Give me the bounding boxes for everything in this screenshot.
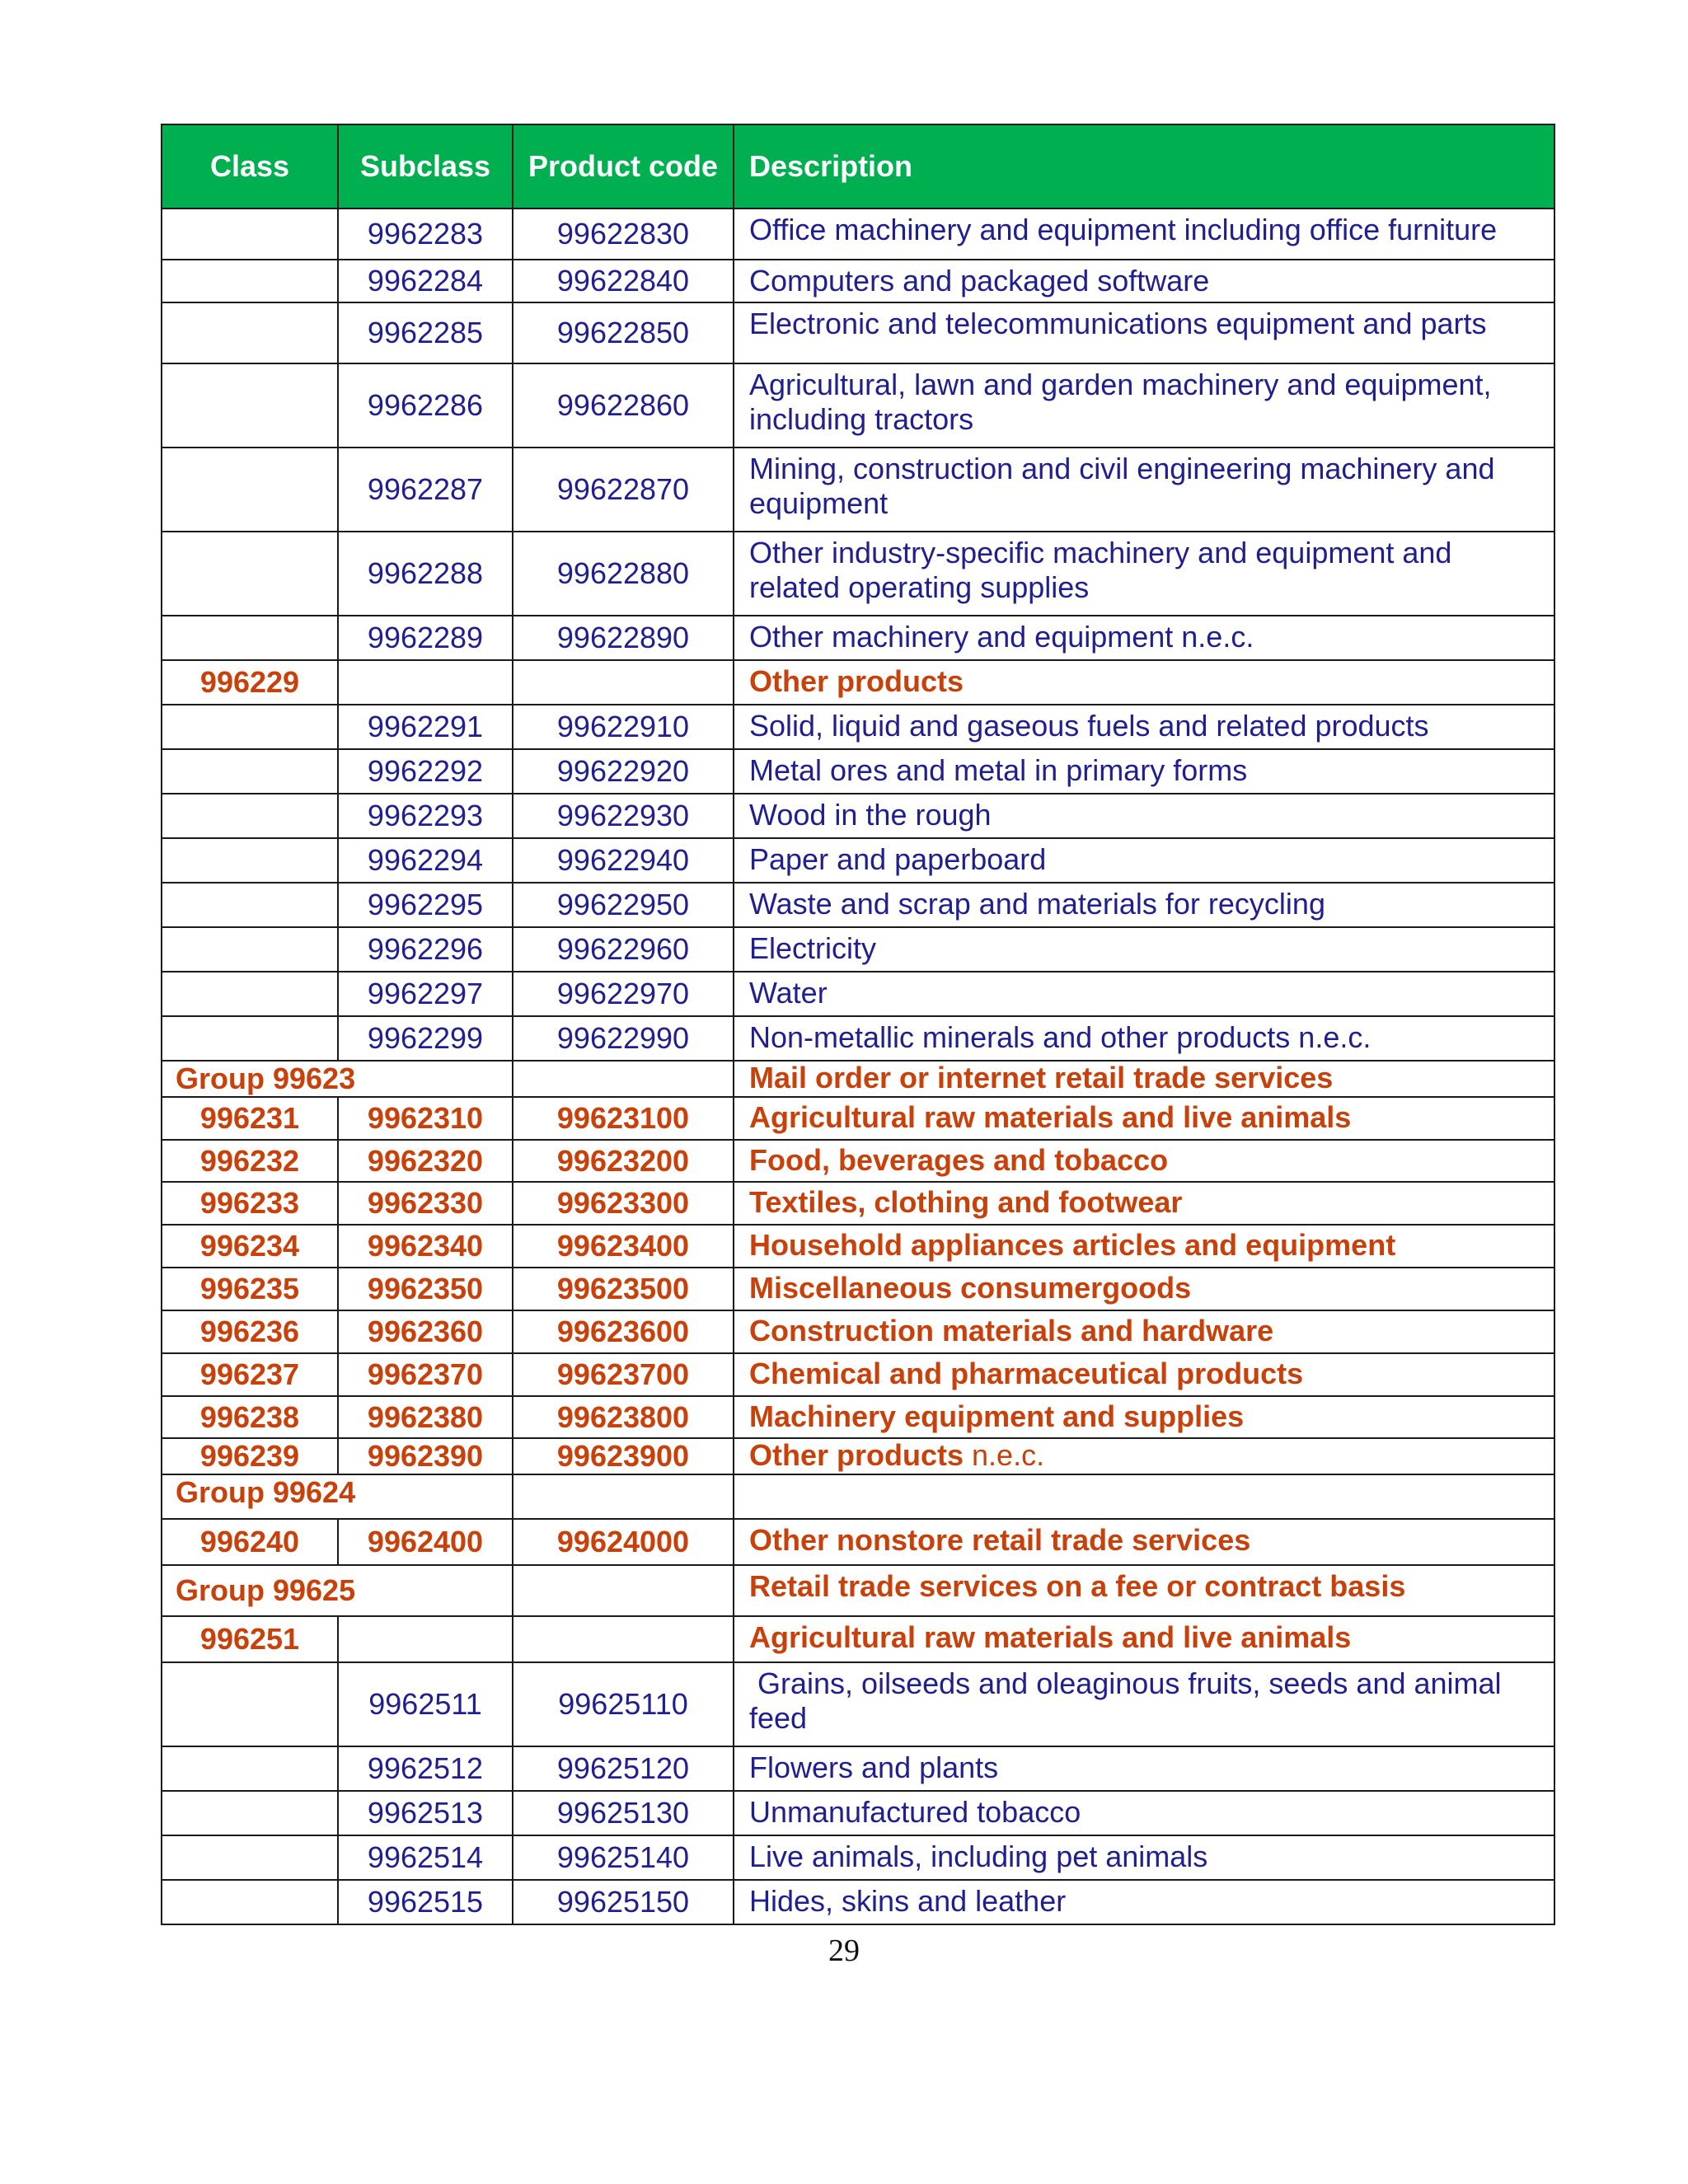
class-cell: 996237 bbox=[162, 1353, 338, 1396]
table-row bbox=[162, 363, 1554, 448]
description-cell: Non-metallic minerals and other products n.e.c. bbox=[734, 1016, 1554, 1061]
subclass-cell: 9962350 bbox=[338, 1268, 513, 1310]
class-cell bbox=[162, 260, 338, 302]
description-cell: Flowers and plants bbox=[734, 1746, 1554, 1791]
classification-table-container bbox=[161, 124, 1554, 1925]
group-row bbox=[162, 1565, 1554, 1616]
table-row bbox=[162, 972, 1554, 1016]
subclass-cell bbox=[338, 660, 513, 705]
class-cell bbox=[162, 749, 338, 794]
table-row bbox=[162, 1880, 1554, 1924]
subclass-cell: 9962283 bbox=[338, 209, 513, 260]
subclass-cell: 9962511 bbox=[338, 1662, 513, 1746]
class-cell: 996231 bbox=[162, 1097, 338, 1140]
table-row bbox=[162, 1662, 1554, 1746]
class-cell: 996229 bbox=[162, 660, 338, 705]
group-cell: Group 99625 bbox=[162, 1565, 513, 1616]
table-row bbox=[162, 1016, 1554, 1061]
product-code-cell: 99625110 bbox=[513, 1662, 734, 1746]
product-code-cell bbox=[513, 660, 734, 705]
product-code-cell: 99622830 bbox=[513, 209, 734, 260]
product-code-cell: 99623400 bbox=[513, 1225, 734, 1268]
table-row bbox=[162, 927, 1554, 972]
subclass-cell: 9962299 bbox=[338, 1016, 513, 1061]
subclass-cell: 9962513 bbox=[338, 1791, 513, 1835]
description-cell bbox=[734, 1474, 1554, 1519]
product-code-cell: 99623100 bbox=[513, 1097, 734, 1140]
table-row bbox=[162, 1310, 1554, 1353]
description-cell: Other products bbox=[734, 660, 1554, 705]
table-row bbox=[162, 749, 1554, 794]
description-cell: Textiles, clothing and footwear bbox=[734, 1182, 1554, 1225]
description-cell: Electricity bbox=[734, 927, 1554, 972]
classification-table bbox=[161, 124, 1555, 1925]
description-cell: Construction materials and hardware bbox=[734, 1310, 1554, 1353]
subclass-cell: 9962285 bbox=[338, 302, 513, 363]
subclass-cell: 9962284 bbox=[338, 260, 513, 302]
description-cell: Agricultural raw materials and live animals bbox=[734, 1616, 1554, 1662]
table-row bbox=[162, 532, 1554, 616]
description-cell: Solid, liquid and gaseous fuels and related products bbox=[734, 705, 1554, 749]
table-row bbox=[162, 1438, 1554, 1474]
product-code-cell: 99623700 bbox=[513, 1353, 734, 1396]
subclass-cell: 9962289 bbox=[338, 616, 513, 660]
description-cell: Other industry-specific machinery and equipment and related operating supplies bbox=[734, 532, 1554, 616]
table-row bbox=[162, 838, 1554, 883]
product-code-cell bbox=[513, 1616, 734, 1662]
description-text: Other products bbox=[749, 1438, 964, 1472]
table-row bbox=[162, 883, 1554, 927]
description-cell: Machinery equipment and supplies bbox=[734, 1396, 1554, 1438]
class-cell bbox=[162, 1880, 338, 1924]
subclass-cell: 9962295 bbox=[338, 883, 513, 927]
product-code-cell: 99622940 bbox=[513, 838, 734, 883]
subclass-cell: 9962291 bbox=[338, 705, 513, 749]
product-code-cell: 99622850 bbox=[513, 302, 734, 363]
class-cell: 996236 bbox=[162, 1310, 338, 1353]
page-number: 29 bbox=[828, 1933, 860, 1968]
class-cell: 996234 bbox=[162, 1225, 338, 1268]
product-code-cell: 99623900 bbox=[513, 1438, 734, 1474]
class-cell: 996238 bbox=[162, 1396, 338, 1438]
description-cell: Retail trade services on a fee or contract basis bbox=[734, 1565, 1554, 1616]
product-code-cell: 99622840 bbox=[513, 260, 734, 302]
subclass-cell: 9962340 bbox=[338, 1225, 513, 1268]
description-cell: Electronic and telecommunications equipment and parts bbox=[734, 302, 1554, 363]
product-code-cell: 99624000 bbox=[513, 1519, 734, 1565]
class-cell: 996233 bbox=[162, 1182, 338, 1225]
description-cell: Miscellaneous consumergoods bbox=[734, 1268, 1554, 1310]
product-code-cell bbox=[513, 1061, 734, 1097]
description-cell bbox=[734, 1438, 1554, 1474]
header-product-code: Product code bbox=[513, 124, 734, 209]
table-row bbox=[162, 1268, 1554, 1310]
subclass-cell bbox=[338, 1616, 513, 1662]
subclass-cell: 9962287 bbox=[338, 448, 513, 532]
product-code-cell: 99623300 bbox=[513, 1182, 734, 1225]
product-code-cell: 99622960 bbox=[513, 927, 734, 972]
subclass-cell: 9962296 bbox=[338, 927, 513, 972]
product-code-cell: 99623600 bbox=[513, 1310, 734, 1353]
group-row bbox=[162, 1474, 1554, 1519]
class-cell: 996232 bbox=[162, 1140, 338, 1182]
table-row bbox=[162, 1746, 1554, 1791]
description-cell: Mail order or internet retail trade services bbox=[734, 1061, 1554, 1097]
class-cell bbox=[162, 1016, 338, 1061]
subclass-cell: 9962286 bbox=[338, 363, 513, 448]
subclass-cell: 9962390 bbox=[338, 1438, 513, 1474]
product-code-cell bbox=[513, 1474, 734, 1519]
description-suffix: n.e.c. bbox=[964, 1438, 1045, 1472]
class-cell bbox=[162, 1746, 338, 1791]
group-cell: Group 99624 bbox=[162, 1474, 513, 1519]
class-row bbox=[162, 1616, 1554, 1662]
class-cell bbox=[162, 927, 338, 972]
subclass-cell: 9962310 bbox=[338, 1097, 513, 1140]
product-code-cell: 99625130 bbox=[513, 1791, 734, 1835]
class-cell: 996251 bbox=[162, 1616, 338, 1662]
table-row bbox=[162, 616, 1554, 660]
subclass-cell: 9962400 bbox=[338, 1519, 513, 1565]
description-cell: Food, beverages and tobacco bbox=[734, 1140, 1554, 1182]
subclass-cell: 9962512 bbox=[338, 1746, 513, 1791]
product-code-cell: 99622970 bbox=[513, 972, 734, 1016]
table-row bbox=[162, 794, 1554, 838]
subclass-cell: 9962515 bbox=[338, 1880, 513, 1924]
description-cell: Paper and paperboard bbox=[734, 838, 1554, 883]
class-cell bbox=[162, 616, 338, 660]
product-code-cell: 99622950 bbox=[513, 883, 734, 927]
class-cell bbox=[162, 883, 338, 927]
description-cell: Metal ores and metal in primary forms bbox=[734, 749, 1554, 794]
description-cell: Mining, construction and civil engineering machinery and equipment bbox=[734, 448, 1554, 532]
table-row bbox=[162, 1519, 1554, 1565]
description-cell: Water bbox=[734, 972, 1554, 1016]
table-row bbox=[162, 302, 1554, 363]
group-cell: Group 99623 bbox=[162, 1061, 513, 1097]
class-cell: 996240 bbox=[162, 1519, 338, 1565]
class-cell bbox=[162, 705, 338, 749]
class-cell bbox=[162, 363, 338, 448]
description-cell: Agricultural raw materials and live animals bbox=[734, 1097, 1554, 1140]
subclass-cell: 9962294 bbox=[338, 838, 513, 883]
subclass-cell: 9962514 bbox=[338, 1835, 513, 1880]
table-row bbox=[162, 1791, 1554, 1835]
table-row bbox=[162, 1225, 1554, 1268]
product-code-cell: 99623500 bbox=[513, 1268, 734, 1310]
class-cell bbox=[162, 838, 338, 883]
class-cell bbox=[162, 972, 338, 1016]
product-code-cell: 99622890 bbox=[513, 616, 734, 660]
description-cell: Live animals, including pet animals bbox=[734, 1835, 1554, 1880]
class-cell bbox=[162, 209, 338, 260]
class-cell bbox=[162, 1791, 338, 1835]
class-cell bbox=[162, 794, 338, 838]
table-row bbox=[162, 1396, 1554, 1438]
description-cell: Wood in the rough bbox=[734, 794, 1554, 838]
class-cell bbox=[162, 532, 338, 616]
group-row bbox=[162, 1061, 1554, 1097]
product-code-cell: 99622910 bbox=[513, 705, 734, 749]
product-code-cell: 99622990 bbox=[513, 1016, 734, 1061]
subclass-cell: 9962288 bbox=[338, 532, 513, 616]
class-cell bbox=[162, 1662, 338, 1746]
class-cell: 996239 bbox=[162, 1438, 338, 1474]
product-code-cell: 99622920 bbox=[513, 749, 734, 794]
description-cell: Unmanufactured tobacco bbox=[734, 1791, 1554, 1835]
description-cell: Waste and scrap and materials for recycling bbox=[734, 883, 1554, 927]
description-cell: Other nonstore retail trade services bbox=[734, 1519, 1554, 1565]
description-cell: Grains, oilseeds and oleaginous fruits, seeds and animal feed bbox=[734, 1662, 1554, 1746]
description-cell: Office machinery and equipment including office furniture bbox=[734, 209, 1554, 260]
subclass-cell: 9962370 bbox=[338, 1353, 513, 1396]
class-row bbox=[162, 660, 1554, 705]
table-row bbox=[162, 209, 1554, 260]
class-cell bbox=[162, 1835, 338, 1880]
description-cell: Computers and packaged software bbox=[734, 260, 1554, 302]
product-code-cell: 99623200 bbox=[513, 1140, 734, 1182]
subclass-cell: 9962320 bbox=[338, 1140, 513, 1182]
header-description: Description bbox=[734, 124, 1554, 209]
subclass-cell: 9962380 bbox=[338, 1396, 513, 1438]
description-cell: Agricultural, lawn and garden machinery and equipment, including tractors bbox=[734, 363, 1554, 448]
product-code-cell: 99622930 bbox=[513, 794, 734, 838]
class-cell bbox=[162, 302, 338, 363]
description-cell: Household appliances articles and equipment bbox=[734, 1225, 1554, 1268]
header-class: Class bbox=[162, 124, 338, 209]
table-row bbox=[162, 448, 1554, 532]
table-row bbox=[162, 1140, 1554, 1182]
class-cell bbox=[162, 448, 338, 532]
subclass-cell: 9962297 bbox=[338, 972, 513, 1016]
product-code-cell: 99622860 bbox=[513, 363, 734, 448]
subclass-cell: 9962330 bbox=[338, 1182, 513, 1225]
table-row bbox=[162, 260, 1554, 302]
product-code-cell: 99625150 bbox=[513, 1880, 734, 1924]
table-row bbox=[162, 1835, 1554, 1880]
table-row bbox=[162, 1097, 1554, 1140]
header-subclass: Subclass bbox=[338, 124, 513, 209]
description-cell: Chemical and pharmaceutical products bbox=[734, 1353, 1554, 1396]
product-code-cell: 99625120 bbox=[513, 1746, 734, 1791]
table-row bbox=[162, 705, 1554, 749]
description-cell: Other machinery and equipment n.e.c. bbox=[734, 616, 1554, 660]
class-cell: 996235 bbox=[162, 1268, 338, 1310]
product-code-cell: 99623800 bbox=[513, 1396, 734, 1438]
table-header-row bbox=[162, 124, 1554, 209]
product-code-cell: 99622880 bbox=[513, 532, 734, 616]
subclass-cell: 9962360 bbox=[338, 1310, 513, 1353]
description-cell: Hides, skins and leather bbox=[734, 1880, 1554, 1924]
subclass-cell: 9962293 bbox=[338, 794, 513, 838]
table-row bbox=[162, 1353, 1554, 1396]
subclass-cell: 9962292 bbox=[338, 749, 513, 794]
product-code-cell: 99622870 bbox=[513, 448, 734, 532]
product-code-cell: 99625140 bbox=[513, 1835, 734, 1880]
table-row bbox=[162, 1182, 1554, 1225]
product-code-cell bbox=[513, 1565, 734, 1616]
